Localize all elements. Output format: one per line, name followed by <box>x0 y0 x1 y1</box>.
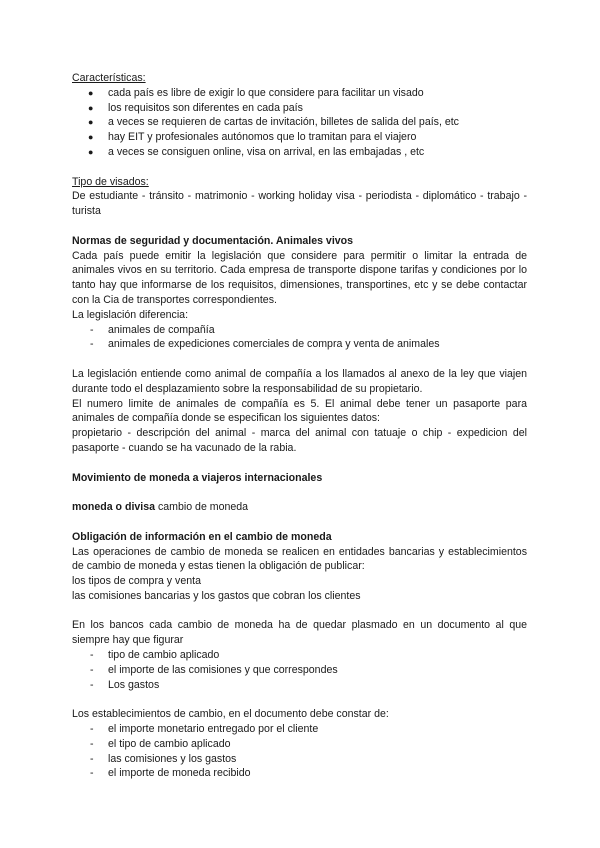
obligacion-line: las comisiones bancarias y los gastos que cobran los clientes <box>72 589 361 602</box>
legislacion-intro: La legislación diferencia: <box>72 308 189 321</box>
list-item: ● a veces se requieren de cartas de invitación, billetes de salida del país, etc <box>72 115 527 130</box>
movimiento-heading: Movimiento de moneda a viajeros internacionales <box>72 471 323 484</box>
bancos-list <box>72 648 527 692</box>
list-item: ● los requisitos son diferentes en cada país <box>72 101 527 116</box>
tipo-visados-text: De estudiante - tránsito - matrimonio - working holiday visa - periodista - diplomático - trabajo - turista <box>72 190 527 218</box>
moneda-term-meaning: cambio de moneda <box>155 501 249 514</box>
list-item: ● hay EIT y profesionales autónomos que lo tramitan para el viajero <box>72 130 527 145</box>
list-item: ● cada país es libre de exigir lo que considere para facilitar un visado <box>72 86 527 101</box>
spacer <box>72 692 527 707</box>
spacer <box>72 604 527 619</box>
passport-data-paragraph: propietario - descripción del animal - marca del animal con tatuaje o chip - expedicion del pasaporte - cuando se ha vacunado de la rabia. <box>72 427 527 454</box>
list-item: - animales de compañía <box>72 323 527 338</box>
list-item: - el importe de las comisiones y que correspondes <box>72 663 527 678</box>
moneda-term: moneda o divisa <box>72 501 156 514</box>
caracteristicas-heading: Características: <box>72 72 146 84</box>
tipo-visados-heading: Tipo de visados: <box>72 175 149 188</box>
obligacion-line: los tipos de compra y venta <box>72 575 201 588</box>
spacer <box>72 456 527 471</box>
legislacion-list <box>72 323 527 353</box>
obligacion-heading: Obligación de información en el cambio de moneda <box>72 530 332 543</box>
establecimientos-list <box>72 722 527 781</box>
list-item: ● a veces se consiguen online, visa on arrival, en las embajadas , etc <box>72 145 527 160</box>
spacer <box>72 515 527 530</box>
obligacion-paragraph: Las operaciones de cambio de moneda se realicen en entidades bancarias y establecimientos de cambio de moneda y estas tienen la obligación de publicar: <box>72 545 527 573</box>
list-item: - las comisiones y los gastos <box>72 752 527 767</box>
list-item: - el tipo de cambio aplicado <box>72 737 527 752</box>
document-body <box>72 71 527 781</box>
spacer <box>72 160 527 175</box>
animal-limit-paragraph: El numero limite de animales de compañía es 5. El animal debe tener un pasaporte para animales de compañía donde se especifican los siguientes datos: <box>72 397 527 425</box>
caracteristicas-list <box>72 86 527 160</box>
bancos-paragraph: En los bancos cada cambio de moneda ha de quedar plasmado en un documento al que siempre hay que figurar <box>72 619 527 647</box>
list-item: - tipo de cambio aplicado <box>72 648 527 663</box>
list-item: - Los gastos <box>72 678 527 693</box>
spacer <box>72 352 527 367</box>
normas-heading: Normas de seguridad y documentación. Animales vivos <box>72 234 354 247</box>
animal-definition-paragraph: La legislación entiende como animal de compañía a los llamados al anexo de la ley que viajen durante todo el desplazamiento sobre la responsabilidad de su propietario. <box>72 367 527 395</box>
spacer <box>72 219 527 234</box>
establecimientos-paragraph: Los establecimientos de cambio, en el documento debe constar de: <box>72 708 389 721</box>
moneda-definition <box>72 500 527 515</box>
list-item: - el importe de moneda recibido <box>72 766 527 781</box>
list-item: - el importe monetario entregado por el cliente <box>72 722 527 737</box>
spacer <box>72 485 527 500</box>
list-item: - animales de expediciones comerciales de compra y venta de animales <box>72 337 527 352</box>
normas-paragraph: Cada país puede emitir la legislación que considere para permitir o limitar la entrada de animales vivos en su territorio. Cada empresa de transporte dispone tarifas y condiciones por lo tanto hay que informarse de los requisitos, dimensiones, transportines, etc y se debe contactar con la Cia de transportes correspondientes. <box>72 249 527 306</box>
